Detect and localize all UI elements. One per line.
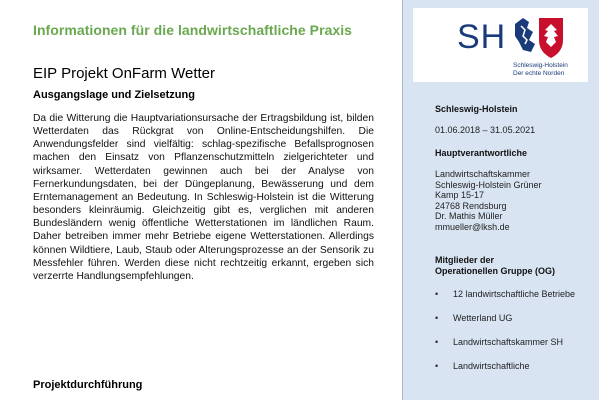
member-label: Landwirtschaftskammer SH [453, 337, 564, 348]
bullet-icon: • [435, 337, 439, 348]
logo-caption-line2: Der echte Norden [513, 70, 565, 77]
sidebar-contact [435, 169, 542, 233]
sidebar-heading-hauptverantwortliche: Hauptverantwortliche [435, 148, 528, 158]
bullet-icon: • [435, 289, 439, 299]
member-label: Landwirtschaftliche [453, 361, 530, 372]
section-heading-ausgangslage: Ausgangslage und Zielsetzung [33, 89, 195, 101]
logo-letters: SH [457, 18, 507, 56]
coat-of-arms-icon [513, 14, 567, 60]
bullet-icon: • [435, 313, 439, 324]
body-paragraph: Da die Witterung die Hauptvariationsursache der Ertragsbildung ist, bilden Wetterdaten das Rückgrat von Online-Entscheidungshilfen. Die Anwendungsfelder sind vielfältig: schlag-spezifische Befallsprognosen machen den Einsatz von Pflanzenschutzmitteln zielgerichteter und wirksamer. Wetterdaten gewinnen auch bei der Analyse von Fernerkundungsdaten, bei der Düngeplanung, Bewässerung und dem Erntemanagement an Bedeutung. In Schleswig-Holstein ist die Witterung besonders kleinräumig. Gleichzeitig gibt es, verglichen mit anderen Bundesländern wenig öffentliche Wetterstationen im ländlichen Raum. Daher betreiben immer mehr Betriebe eigene Wetterstationen. Allerdings können Wildtiere, Laub, Staub oder Alterungsprozesse an der Sensorik zu Messfehler führen. Werden diese nicht rechtzeitig erkannt, ergeben sich verzerrte Handlungsempfehlungen. [33, 113, 374, 282]
sidebar-heading-og [435, 255, 555, 277]
members-list [435, 289, 595, 385]
contact-email[interactable]: mmueller@lksh.de [435, 221, 510, 232]
list-item [435, 289, 595, 300]
contact-line: Schleswig-Holstein Grüner [435, 179, 542, 190]
section-heading-durchfuehrung: Projektdurchführung [33, 379, 143, 391]
logo-caption-line1: Schleswig-Holstein [513, 62, 568, 69]
sidebar-period: 01.06.2018 – 31.05.2021 [435, 125, 536, 135]
contact-line: Dr. Mathis Müller [435, 211, 503, 222]
member-label: 12 landwirtschaftliche Betriebe [453, 289, 576, 299]
sidebar-region: Schleswig-Holstein [435, 104, 518, 114]
logo [413, 8, 588, 82]
project-title: EIP Projekt OnFarm Wetter [33, 65, 215, 82]
list-item [435, 313, 595, 324]
og-heading-line2: Operationellen Gruppe (OG) [435, 266, 556, 276]
contact-line: 24768 Rendsburg [435, 200, 507, 211]
sidebar [402, 0, 599, 400]
bullet-icon: • [435, 361, 439, 372]
member-label: Wetterland UG [453, 313, 513, 324]
contact-line: Kamp 15-17 [435, 190, 485, 201]
og-heading-line1: Mitglieder der [435, 255, 495, 265]
contact-line: Landwirtschaftskammer [435, 169, 531, 179]
top-heading: Informationen für die landwirtschaftliche Praxis [33, 22, 353, 38]
list-item [435, 361, 595, 372]
list-item [435, 337, 595, 348]
